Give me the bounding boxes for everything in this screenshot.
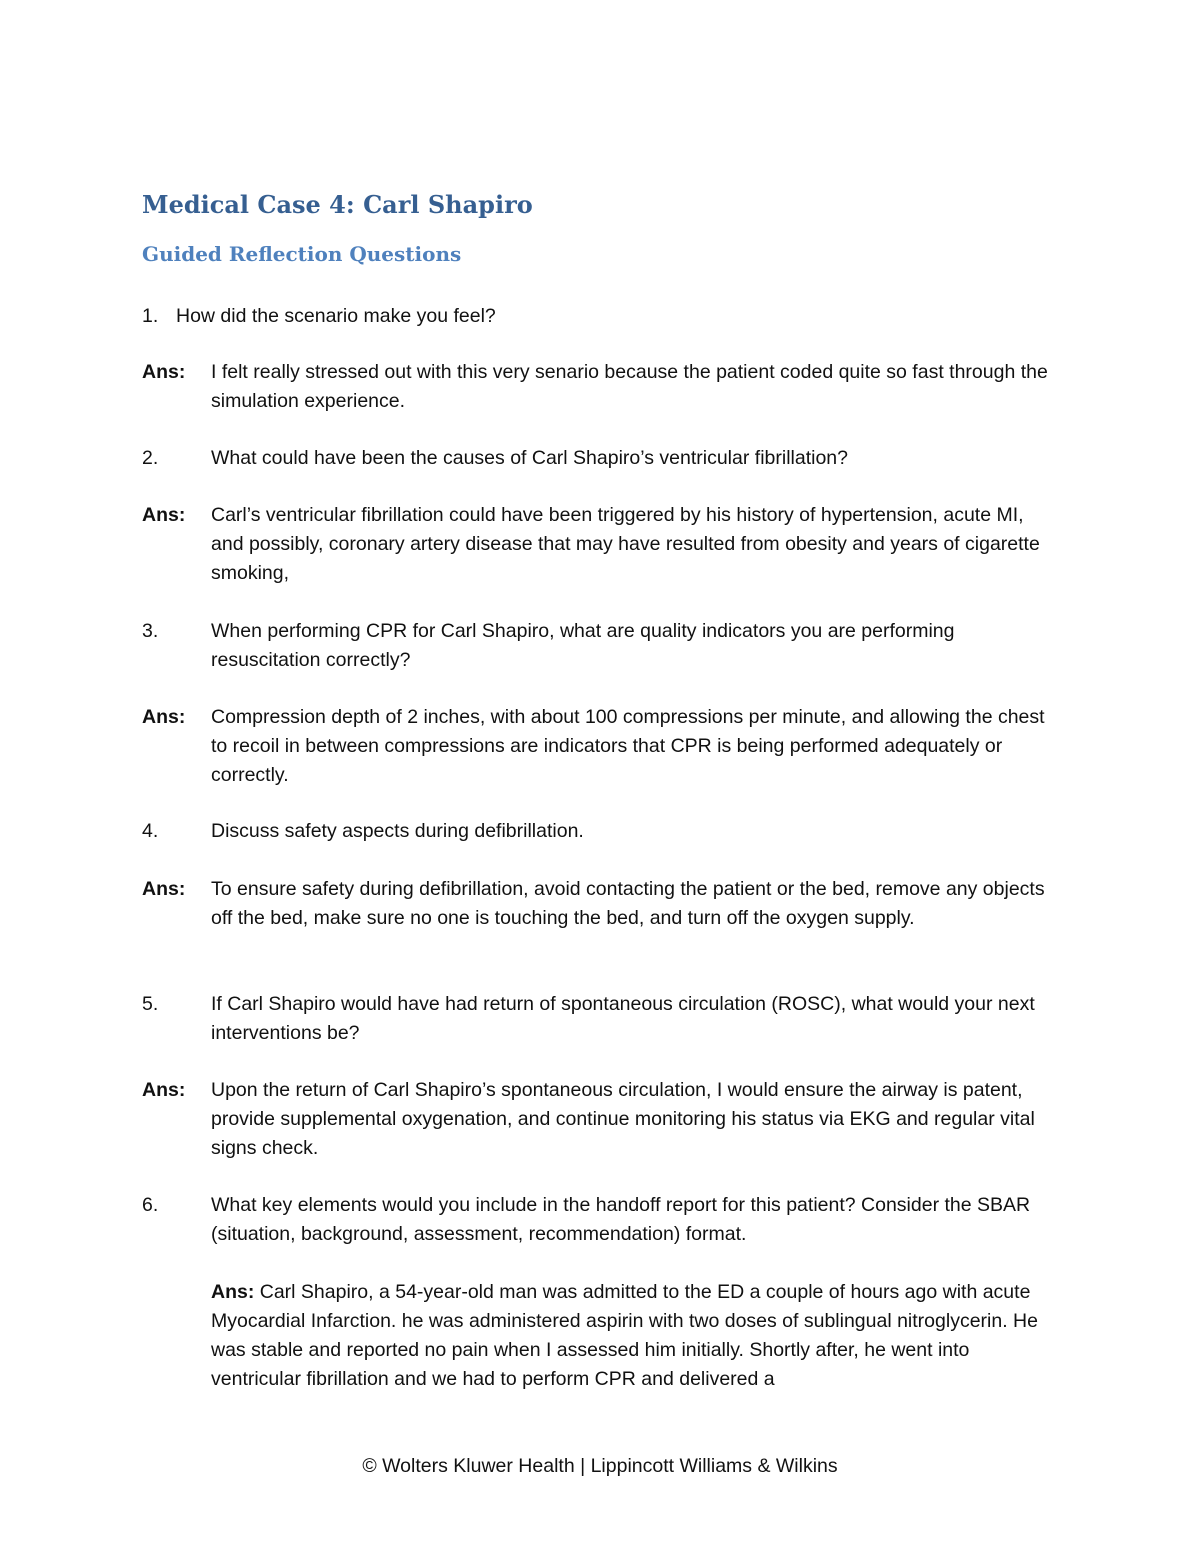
question-text: Discuss safety aspects during defibrillation. — [211, 820, 584, 842]
answer-text: To ensure safety during defibrillation, avoid contacting the patient or the bed, remove any objects off the bed, make sure no one is touching the bed, and turn off the oxygen supply. — [211, 878, 1045, 929]
answer-2 — [142, 501, 1062, 588]
question-text: If Carl Shapiro would have had return of spontaneous circulation (ROSC), what would your next interventions be? — [211, 993, 1035, 1044]
question-text: What could have been the causes of Carl Shapiro’s ventricular fibrillation? — [211, 447, 848, 469]
question-5 — [142, 990, 1062, 1048]
answer-label: Ans: — [142, 504, 186, 526]
answer-text: Upon the return of Carl Shapiro’s spontaneous circulation, I would ensure the airway is patent, provide supplemental oxygenation, and continue monitoring his status via EKG and regular vital signs check. — [211, 1079, 1035, 1159]
answer-label: Ans: — [142, 706, 186, 728]
answer-text: I felt really stressed out with this very senario because the patient coded quite so fast through the simulation experience. — [211, 361, 1048, 412]
answer-1 — [142, 358, 1062, 416]
copyright-footer: © Wolters Kluwer Health | Lippincott Williams & Wilkins — [362, 1455, 838, 1477]
question-2 — [142, 444, 1062, 473]
answer-text: Carl’s ventricular fibrillation could have been triggered by his history of hypertension, acute MI, and possibly, coronary artery disease that may have resulted from obesity and years of cigarette smoking, — [211, 504, 1040, 584]
question-3 — [142, 617, 1062, 675]
question-6 — [142, 1191, 1062, 1249]
answer-label: Ans: — [142, 878, 186, 900]
answer-label: Ans: — [142, 1079, 186, 1101]
question-number: 1. — [142, 305, 159, 327]
question-text: How did the scenario make you feel? — [176, 305, 496, 327]
answer-text: Compression depth of 2 inches, with about 100 compressions per minute, and allowing the chest to recoil in between compressions are indicators that CPR is being performed adequately or correctly. — [211, 706, 1045, 786]
answer-3 — [142, 703, 1062, 790]
answer-label: Ans: — [142, 361, 186, 383]
answer-6 — [211, 1278, 1061, 1394]
question-number: 3. — [142, 620, 159, 642]
question-text: What key elements would you include in the handoff report for this patient? Consider the SBAR (situation, background, assessment, recommendation) format. — [211, 1194, 1031, 1245]
answer-5 — [142, 1076, 1062, 1163]
question-number: 6. — [142, 1194, 159, 1216]
page-title: Medical Case 4: Carl Shapiro — [142, 190, 533, 219]
question-number: 5. — [142, 993, 159, 1015]
question-1 — [142, 302, 1062, 331]
question-text: When performing CPR for Carl Shapiro, what are quality indicators you are performing resuscitation correctly? — [211, 620, 955, 671]
answer-text: Carl Shapiro, a 54-year-old man was admitted to the ED a couple of hours ago with acute Myocardial Infarction. he was administered aspirin with two doses of sublingual nitroglycerin. He was stable and reported no pain when I assessed him initially. Shortly after, he went into ventricular fibrillation and we had to perform CPR and delivered a — [211, 1281, 1038, 1390]
question-number: 4. — [142, 820, 159, 842]
question-4 — [142, 817, 1062, 846]
question-number: 2. — [142, 447, 159, 469]
section-subtitle: Guided Reflection Questions — [142, 242, 462, 266]
answer-label: Ans: — [211, 1281, 260, 1303]
answer-4 — [142, 875, 1062, 962]
